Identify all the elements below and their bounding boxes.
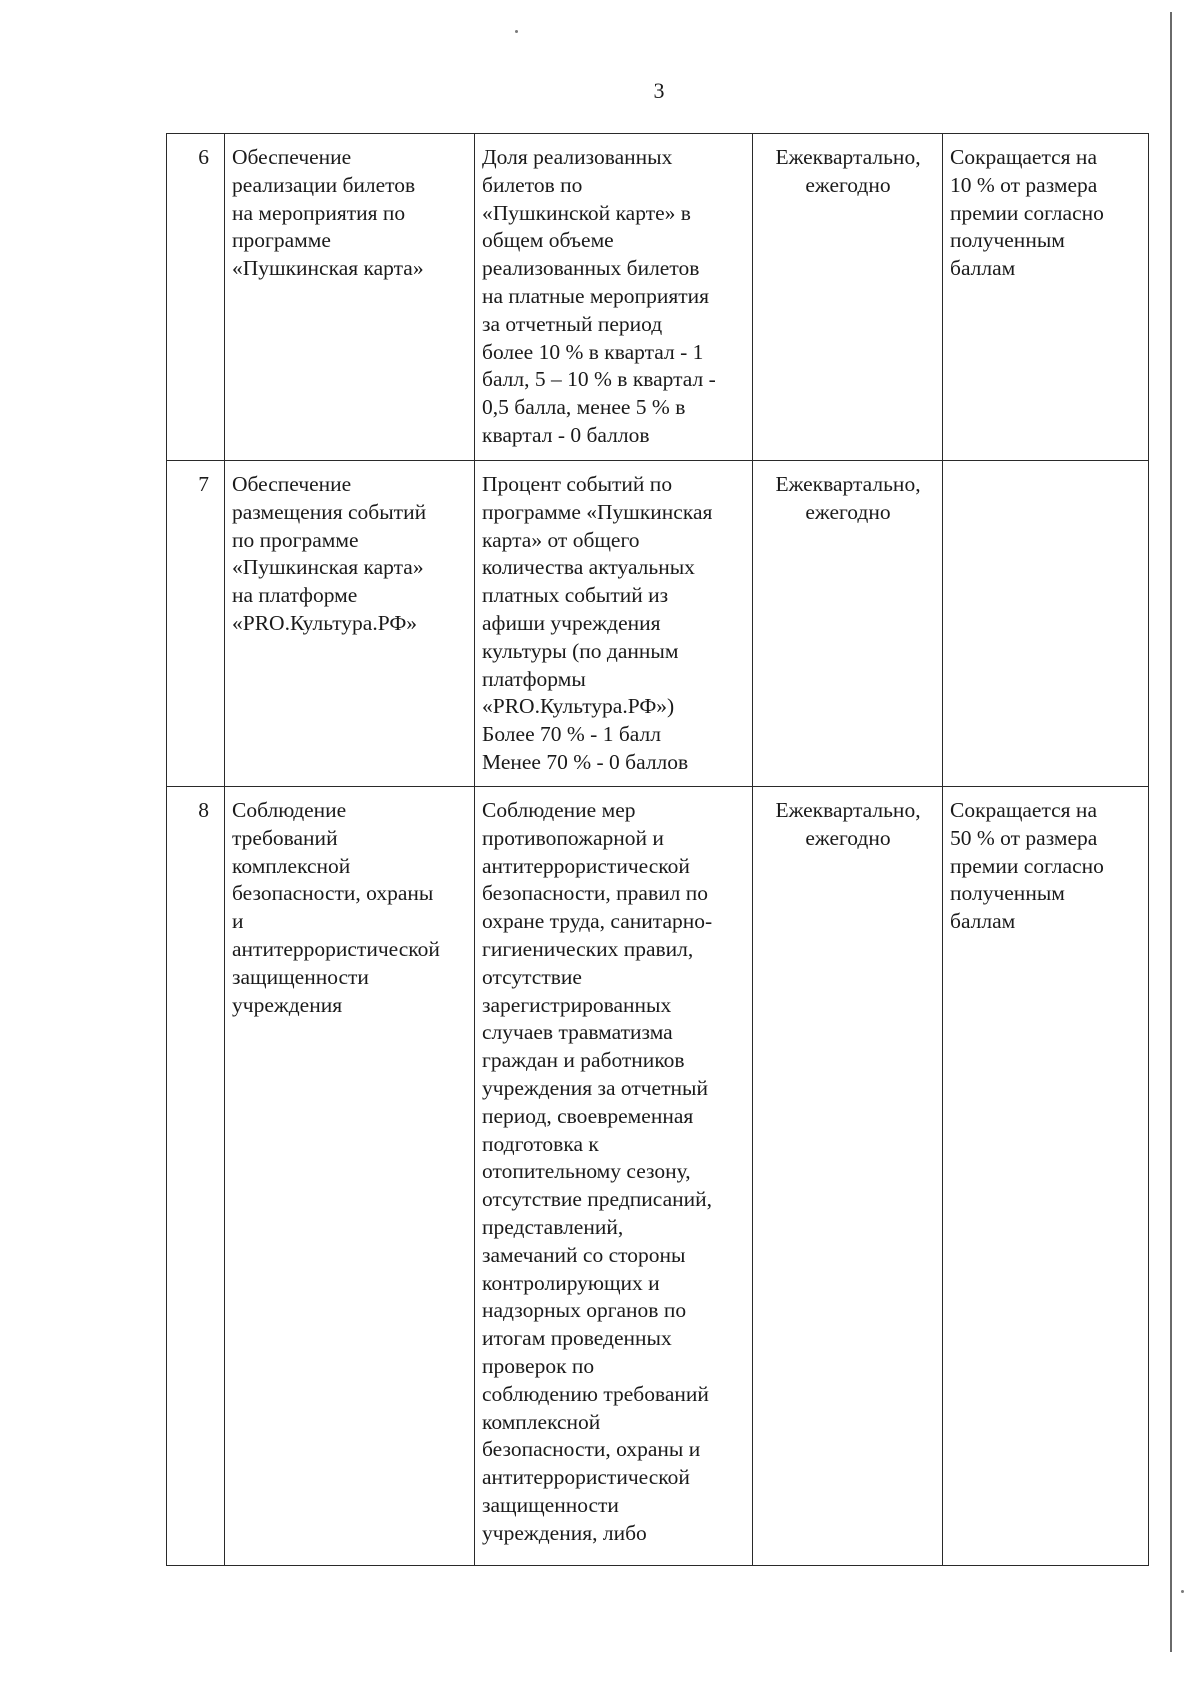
periodicity: Ежеквартально, ежегодно xyxy=(775,472,921,524)
scan-edge-line xyxy=(1170,12,1172,1652)
indicator-description-cell xyxy=(475,134,753,461)
indicator-name-cell xyxy=(225,461,475,787)
periodicity-cell xyxy=(753,461,943,787)
reduction-rule: Сокращается на 10 % от размера премии согласно полученным баллам xyxy=(950,145,1104,281)
row-number: 6 xyxy=(167,134,225,461)
periodicity-cell xyxy=(753,787,943,1566)
indicator-description: Доля реализованных билетов по «Пушкинской карте» в общем объеме реализованных билетов на платные мероприятия за отчетный период более 10 % в квартал - 1 балл, 5 – 10 % в квартал - 0,5 балла, менее 5 % в квартал - 0 баллов xyxy=(482,145,716,447)
page-number: 3 xyxy=(653,78,665,103)
row-number: 8 xyxy=(167,787,225,1566)
indicator-description-cell xyxy=(475,461,753,787)
indicator-name: Обеспечение размещения событий по программе «Пушкинская карта» на платформе «PRO.Культура.РФ» xyxy=(232,472,427,635)
indicator-name-cell xyxy=(225,787,475,1566)
indicator-name-cell xyxy=(225,134,475,461)
scan-speck xyxy=(515,30,518,33)
indicator-name: Обеспечение реализации билетов на мероприятия по программе «Пушкинская карта» xyxy=(232,145,424,281)
reduction-rule: Сокращается на 50 % от размера премии согласно полученным баллам xyxy=(950,798,1104,934)
criteria-table xyxy=(166,133,1149,1566)
reduction-cell xyxy=(943,461,1149,787)
row-number: 7 xyxy=(167,461,225,787)
indicator-description: Соблюдение мер противопожарной и антитеррористической безопасности, правил по охране труда, санитарно- гигиенических правил, отсутствие зарегистрированных случаев травматизма граждан и работников учреждения за отчетный период, своевременная подготовка к отопительному сезону, отсутствие предписаний, представлений, замечаний со стороны контролирующих и надзорных органов по итогам проведенных проверок по соблюдению требований комплексной безопасности, охраны и антитеррористической защищенности учреждения, либо xyxy=(482,798,713,1545)
indicator-description-cell xyxy=(475,787,753,1566)
indicator-description: Процент событий по программе «Пушкинская карта» от общего количества актуальных платных событий из афиши учреждения культуры (по данным платформы «PRO.Культура.РФ») Более 70 % - 1 балл Менее 70 % - 0 баллов xyxy=(482,472,713,774)
table-row xyxy=(167,461,1149,787)
table-row xyxy=(167,134,1149,461)
scan-speck xyxy=(1181,1590,1184,1593)
table-row xyxy=(167,787,1149,1566)
reduction-cell xyxy=(943,134,1149,461)
periodicity: Ежеквартально, ежегодно xyxy=(775,798,921,850)
indicator-name: Соблюдение требований комплексной безопасности, охраны и антитеррористической защищенности учреждения xyxy=(232,798,440,1017)
periodicity: Ежеквартально, ежегодно xyxy=(775,145,921,197)
reduction-cell xyxy=(943,787,1149,1566)
periodicity-cell xyxy=(753,134,943,461)
